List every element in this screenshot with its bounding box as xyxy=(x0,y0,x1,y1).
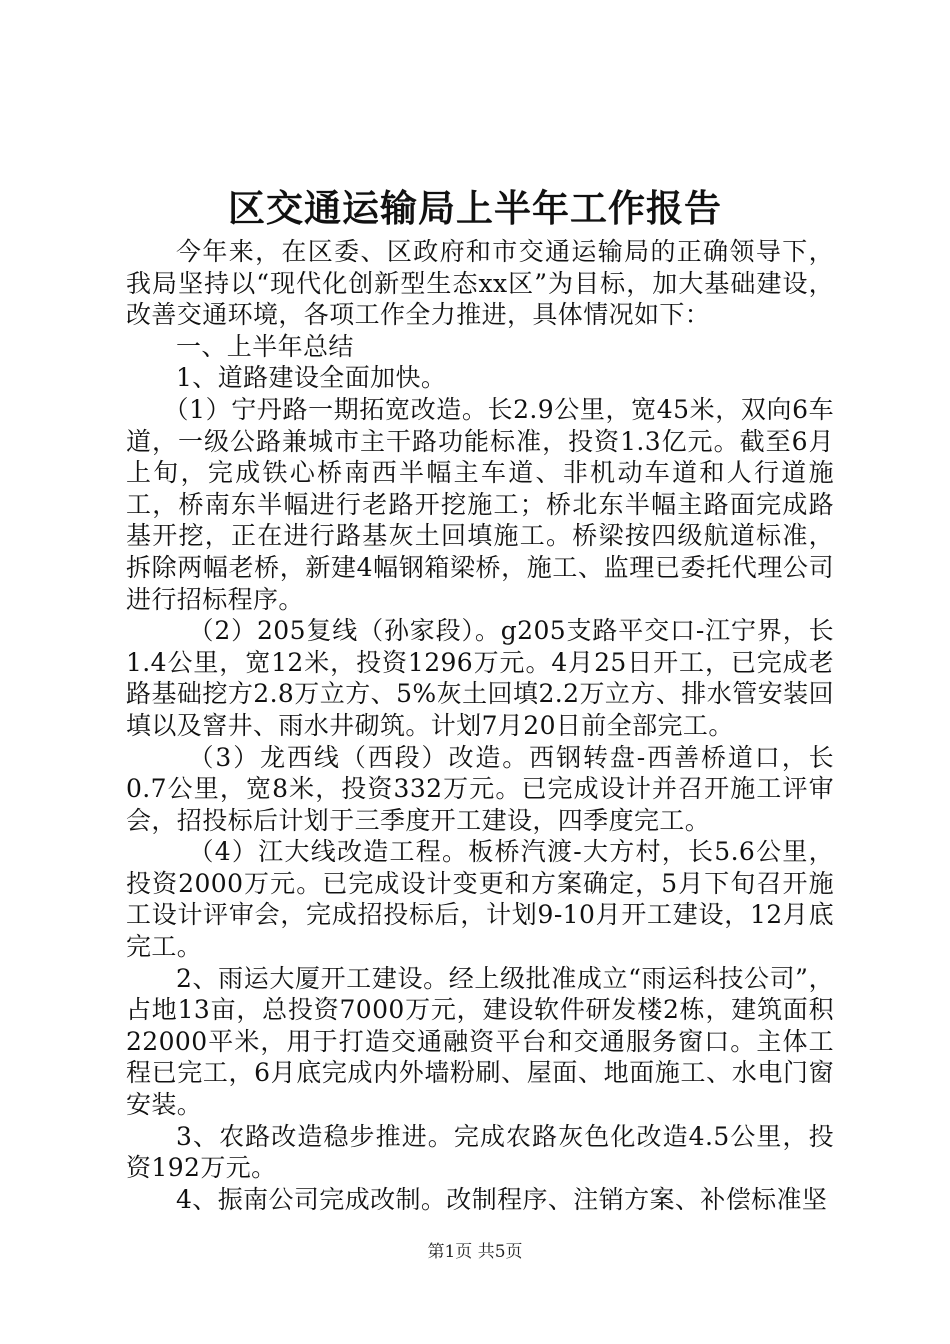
page-number-footer: 第1页 共5页 xyxy=(427,1242,523,1262)
subsection-heading: 1、道路建设全面加快。 xyxy=(176,363,447,393)
subsection-paragraph: 2、雨运大厦开工建设。经上级批准成立“雨运科技公司”，占地13亩，总投资7000万元，建设软件研发楼2栋，建筑面积22000平米，用于打造交通融资平台和交通服务窗口。主体工程已完工，6月底完成内外墙粉刷、屋面、地面施工、水电门窗安装。 xyxy=(126,963,834,1120)
subsection-paragraph: 4、振南公司完成改制。改制程序、注销方案、补偿标准坚 xyxy=(176,1184,828,1214)
subsection-paragraph: 3、农路改造稳步推进。完成农路灰色化改造4.5公里，投资192万元。 xyxy=(126,1121,834,1183)
document-title: 区交通运输局上半年工作报告 xyxy=(228,186,722,230)
item-paragraph: （3）龙西线（西段）改造。西钢转盘-西善桥道口，长0.7公里，宽8米，投资332万元。已完成设计并召开施工评审会，招投标后计划于三季度开工建设，四季度完工。 xyxy=(126,742,834,835)
item-paragraph: （1）宁丹路一期拓宽改造。长2.9公里，宽45米，双向6车道，一级公路兼城市主干路功能标准，投资1.3亿元。截至6月上旬，完成铁心桥南西半幅主车道、非机动车道和人行道施工，桥南东半幅进行老路开挖施工；桥北东半幅主路面完成路基开挖，正在进行路基灰土回填施工。桥梁按四级航道标准，拆除两幅老桥，新建4幅钢箱梁桥，施工、监理已委托代理公司进行招标程序。 xyxy=(126,394,834,614)
document-body xyxy=(126,236,834,1215)
item-paragraph: （2）205复线（孙家段）。g205支路平交口-江宁界，长1.4公里，宽12米，投资1296万元。4月25日开工，已完成老路基础挖方2.8万立方、5%灰土回填2.2万立方、排水管安装回填以及窨井、雨水井砌筑。计划7月20日前全部完工。 xyxy=(126,616,834,740)
section-heading: 一、上半年总结 xyxy=(176,331,354,361)
item-paragraph: （4）江大线改造工程。板桥汽渡-大方村，长5.6公里，投资2000万元。已完成设计变更和方案确定，5月下旬召开施工设计评审会，完成招投标后，计划9-10月开工建设，12月底完工。 xyxy=(126,837,834,962)
intro-paragraph: 今年来，在区委、区政府和市交通运输局的正确领导下，我局坚持以“现代化创新型生态xx区”为目标，加大基础建设，改善交通环境，各项工作全力推进，具体情况如下： xyxy=(126,237,834,330)
